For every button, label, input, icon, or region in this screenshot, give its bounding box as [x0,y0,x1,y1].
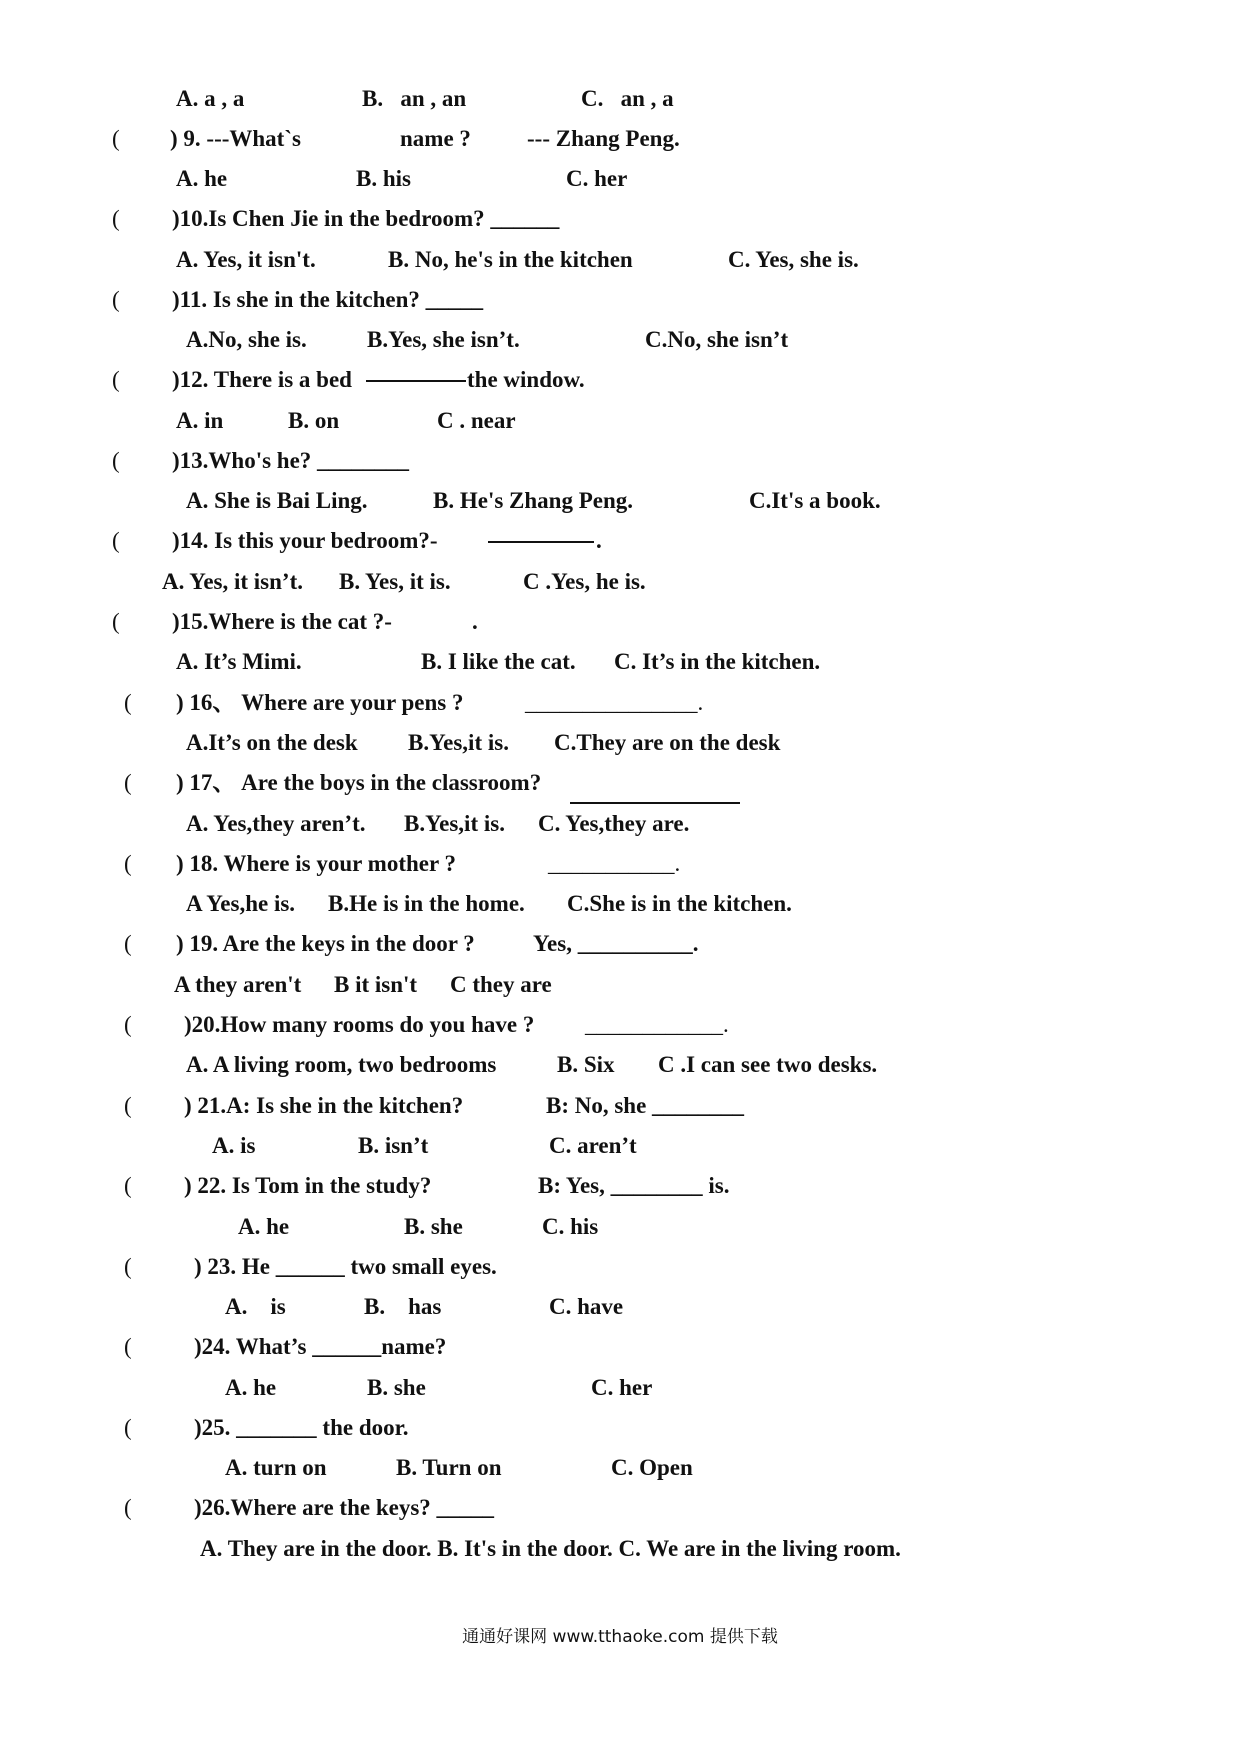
option-b: B. has [364,1294,442,1319]
option-a: A. he [238,1214,290,1239]
answer-bracket: ( [112,126,120,151]
question-text: ) 18. Where is your mother ? [176,851,457,876]
question-text: )26.Where are the keys? _____ [194,1495,495,1520]
question-response: Yes, __________. [533,931,699,956]
question-19 [0,924,1240,964]
options-row-22 [0,1207,1240,1247]
question-text: )25. _______ the door. [194,1415,409,1440]
option-b: B.Yes, she isn’t. [367,327,520,352]
answer-blank: ___________. [548,851,681,876]
option-b: B. an , an [362,86,467,111]
options-row-13 [0,481,1240,521]
option-a: A. in [176,408,224,433]
option-c: C. have [549,1294,624,1319]
option-c: C. Open [611,1455,693,1480]
option-c: C.It's a book. [749,488,881,513]
question-text: )11. Is she in the kitchen? _____ [172,287,484,312]
answer-bracket: ( [124,690,132,715]
option-c: C.No, she isn’t [645,327,789,352]
option-c: C . near [437,408,516,433]
question-18 [0,844,1240,884]
options-row-11 [0,320,1240,360]
answer-bracket: ( [112,448,120,473]
option-a: A. A living room, two bedrooms [186,1052,497,1077]
option-b: B. isn’t [358,1133,429,1158]
options-row-17 [0,804,1240,844]
option-b: B. Turn on [396,1455,502,1480]
answer-bracket: ( [124,1012,132,1037]
options-row-18 [0,884,1240,924]
answer-bracket: ( [112,367,120,392]
answer-bracket: ( [112,287,120,312]
answer-bracket: ( [124,770,132,795]
option-c: C.She is in the kitchen. [567,891,792,916]
question-text: ) 9. ---What`s [170,126,301,151]
question-text: )15.Where is the cat ?- [172,609,392,634]
option-c: C. her [591,1375,653,1400]
option-a: A. a , a [176,86,245,111]
option-a: A. he [176,166,228,191]
option-a: A. Yes, it isn't. [176,247,316,272]
question-text: ) 21.A: Is she in the kitchen? [184,1093,464,1118]
options-inline: A. They are in the door. B. It's in the door. C. We are in the living room. [200,1536,901,1561]
option-a: A. he [225,1375,277,1400]
question-response: B: Yes, ________ is. [538,1173,730,1198]
question-text: )10.Is Chen Jie in the bedroom? ______ [172,206,560,231]
question-text: ) 19. Are the keys in the door ? [176,931,475,956]
option-b: B. No, he's in the kitchen [388,247,633,272]
options-row-14 [0,562,1240,602]
question-text: )14. Is this your bedroom?- [172,528,438,553]
options-row-26 [0,1529,1240,1569]
option-a: A. Yes,they aren’t. [186,811,366,836]
option-a: A.It’s on the desk [186,730,358,755]
question-text: )12. There is a bed [172,367,352,392]
answer-blank [366,354,466,382]
question-15 [0,602,1240,642]
option-c: C. aren’t [549,1133,637,1158]
question-text: )20.How many rooms do you have ? [184,1012,535,1037]
option-c: C. Yes,they are. [538,811,690,836]
option-c: C.They are on the desk [554,730,781,755]
option-a: A. She is Bai Ling. [186,488,368,513]
option-b: B. his [356,166,411,191]
option-c: C .I can see two desks. [658,1052,878,1077]
answer-bracket: ( [124,1254,132,1279]
option-a: A. turn on [225,1455,327,1480]
question-response: B: No, she ________ [546,1093,745,1118]
options-row-21 [0,1126,1240,1166]
option-c: C. her [566,166,628,191]
options-row-15 [0,642,1240,682]
question-16 [0,683,1240,723]
answer-bracket: ( [112,528,120,553]
question-response: --- Zhang Peng. [527,126,680,151]
option-c: C. an , a [581,86,674,111]
option-c: C they are [450,972,552,997]
question-12 [0,360,1240,400]
option-a: A. It’s Mimi. [176,649,302,674]
question-text: )13.Who's he? ________ [172,448,410,473]
options-row-20 [0,1045,1240,1085]
options-row-24 [0,1368,1240,1408]
option-a: A Yes,he is. [186,891,296,916]
question-text: ) 16、 Where are your pens ? [176,690,464,715]
option-c: C. It’s in the kitchen. [614,649,821,674]
question-26 [0,1488,1240,1528]
question-22 [0,1166,1240,1206]
answer-bracket: ( [124,1093,132,1118]
question-9 [0,119,1240,159]
option-b: B it isn't [334,972,418,997]
question-text-part-2: the window. [467,367,585,392]
question-end: . [596,528,602,553]
answer-blank [570,776,740,804]
option-b: B. He's Zhang Peng. [433,488,634,513]
option-b: B. on [288,408,340,433]
question-text: ) 17、 Are the boys in the classroom? [176,770,542,795]
answer-blank: ____________. [585,1012,729,1037]
question-21 [0,1086,1240,1126]
option-b: B. she [367,1375,426,1400]
options-row-12 [0,401,1240,441]
answer-bracket: ( [124,1173,132,1198]
question-11 [0,280,1240,320]
answer-blank [488,515,594,543]
answer-bracket: ( [124,931,132,956]
option-c: C .Yes, he is. [523,569,646,594]
question-24 [0,1327,1240,1367]
option-a: A. Yes, it isn’t. [162,569,303,594]
question-text-part-2: name ? [400,126,471,151]
option-b: B.Yes,it is. [408,730,509,755]
footer-credit: 通通好课网 www.tthaoke.com 提供下载 [462,1627,778,1647]
answer-bracket: ( [124,1334,132,1359]
option-c: C. Yes, she is. [728,247,859,272]
option-a: A.No, she is. [186,327,307,352]
answer-bracket: ( [124,1495,132,1520]
option-b: B. Six [557,1052,615,1077]
options-row-9 [0,159,1240,199]
question-13 [0,441,1240,481]
option-b: B. she [404,1214,463,1239]
option-b: B.He is in the home. [328,891,525,916]
option-b: B.Yes,it is. [404,811,505,836]
options-row-10 [0,240,1240,280]
question-25 [0,1408,1240,1448]
question-text: ) 23. He ______ two small eyes. [194,1254,497,1279]
option-b: B. Yes, it is. [339,569,451,594]
answer-bracket: ( [112,609,120,634]
options-row-25 [0,1448,1240,1488]
answer-bracket: ( [124,851,132,876]
question-text: ) 22. Is Tom in the study? [184,1173,432,1198]
options-row-8 [0,79,1240,119]
option-a: A. is [212,1133,256,1158]
options-row-19 [0,965,1240,1005]
question-17 [0,763,1240,803]
option-a: A. is [225,1294,286,1319]
option-b: B. I like the cat. [421,649,576,674]
options-row-23 [0,1287,1240,1327]
option-c: C. his [542,1214,599,1239]
question-10 [0,199,1240,239]
question-23 [0,1247,1240,1287]
question-end: . [472,609,478,634]
question-text: )24. What’s ______name? [194,1334,447,1359]
answer-bracket: ( [124,1415,132,1440]
answer-blank: _______________. [525,690,704,715]
options-row-16 [0,723,1240,763]
answer-bracket: ( [112,206,120,231]
question-20 [0,1005,1240,1045]
option-a: A they aren't [174,972,302,997]
question-14 [0,521,1240,561]
